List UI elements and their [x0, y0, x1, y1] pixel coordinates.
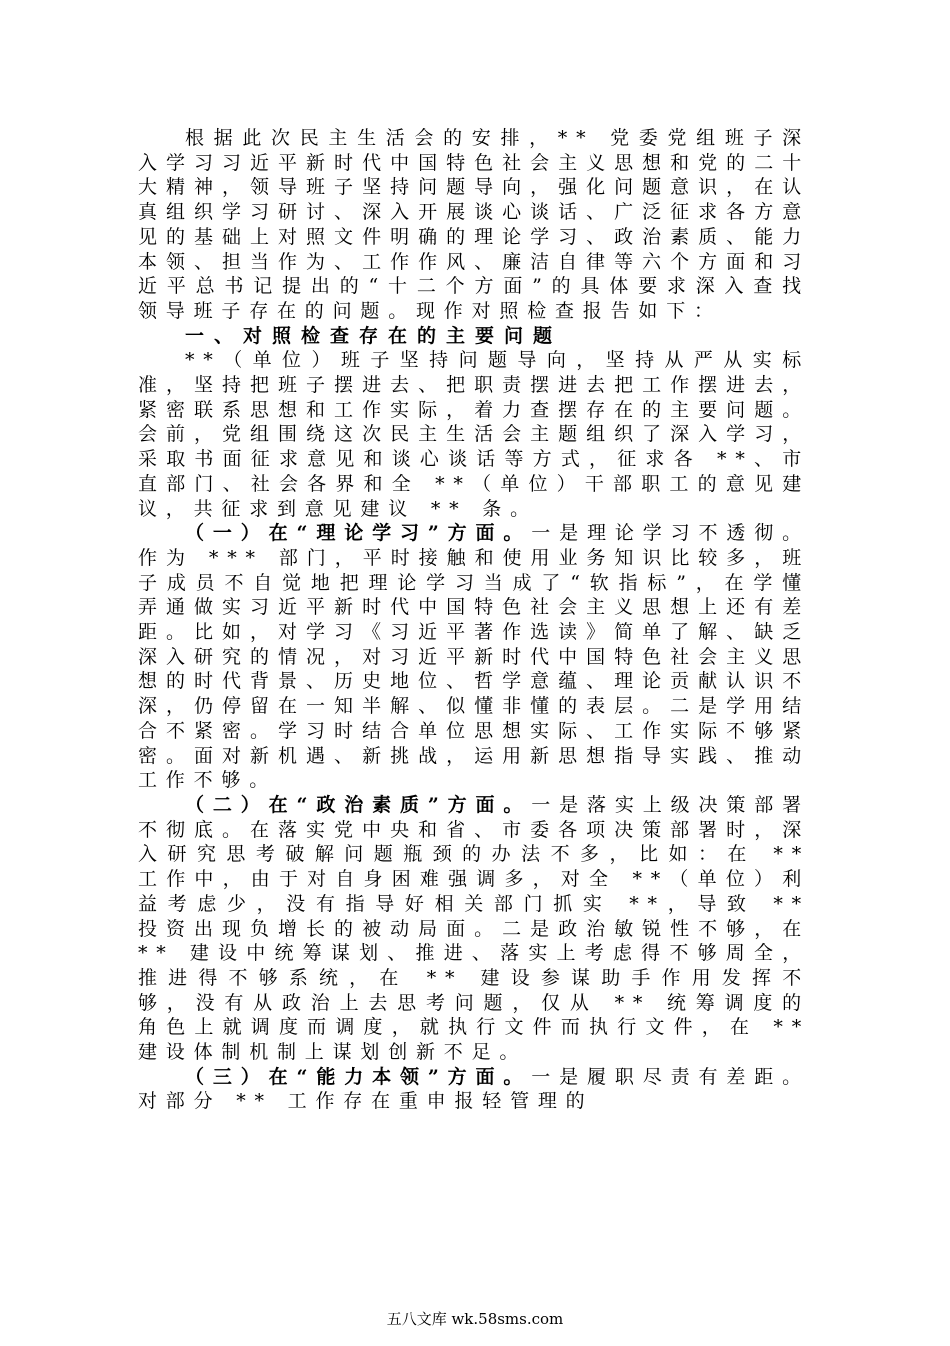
subsection-2-text: 一是落实上级决策部署不彻底。在落实党中央和省、市委各项决策部署时，深入研究思考破解问题瓶颈的办法不多，比如：在 ** 工作中，由于对自身困难强调多，对全 **（单位）利益考虑少，没有指导好相关部门抓实 **，导致 ** 投资出现负增长的被动局面。二是政治敏锐性不够，在 ** 建设中统筹谋划、推进、落实上考虑得不够周全，推进得不够系统，在 ** 建设参谋助手作用发挥不够，没有从政治上去思考问题，仅从 ** 统筹调度的角色上就调度而调度，就执行文件而执行文件，在 ** 建设体制机制上谋划创新不足。: [138, 793, 810, 1064]
subsection-2-paragraph: [138, 793, 810, 1065]
subsection-2-title: （二）在“政治素质”方面。: [185, 793, 532, 816]
footer-watermark: 五八文库 wk.58sms.com: [386, 1310, 564, 1328]
subsection-1-title: （一）在“理论学习”方面。: [185, 522, 532, 545]
document-body: [138, 126, 810, 1114]
subsection-1-text: 一是理论学习不透彻。作为 *** 部门，平时接触和使用业务知识比较多，班子成员不自觉地把理论学习当成了“软指标”，在学懂弄通做实习近平新时代中国特色社会主义思想上还有差距。比如，对学习《习近平著作选读》简单了解、缺乏深入研究的情况，对习近平新时代中国特色社会主义思想的时代背景、历史地位、哲学意蕴、理论贡献认识不深，仍停留在一知半解、似懂非懂的表层。二是学用结合不紧密。学习时结合单位思想实际、工作实际不够紧密。面对新机遇、新挑战，运用新思想指导实践、推动工作不够。: [138, 522, 810, 792]
subsection-1-paragraph: [138, 521, 810, 793]
section-intro-paragraph: **（单位）班子坚持问题导向，坚持从严从实标准，坚持把班子摆进去、把职责摆进去把工作摆进去，紧密联系思想和工作实际，着力查摆存在的主要问题。会前，党组围绕这次民主生活会主题组织了深入学习，采取书面征求意见和谈心谈话等方式，征求各 **、市直部门、社会各界和全 **（单位）干部职工的意见建议，共征求到意见建议 ** 条。: [138, 349, 810, 520]
subsection-3-text: 一是履职尽责有差距。对部分 ** 工作存在重申报轻管理的: [138, 1065, 810, 1113]
subsection-3-title: （三）在“能力本领”方面。: [185, 1065, 532, 1088]
subsection-3-paragraph: [138, 1065, 810, 1114]
intro-paragraph: 根据此次民主生活会的安排，** 党委党组班子深入学习习近平新时代中国特色社会主义思想和党的二十大精神，领导班子坚持问题导向，强化问题意识，在认真组织学习研讨、深入开展谈心谈话、广泛征求各方意见的基础上对照文件明确的理论学习、政治素质、能力本领、担当作为、工作作风、廉洁自律等六个方面和习近平总书记提出的“十二个方面”的具体要求深入查找领导班子存在的问题。现作对照检查报告如下：: [138, 127, 810, 322]
section-heading: 一、对照检查存在的主要问题: [185, 324, 563, 347]
